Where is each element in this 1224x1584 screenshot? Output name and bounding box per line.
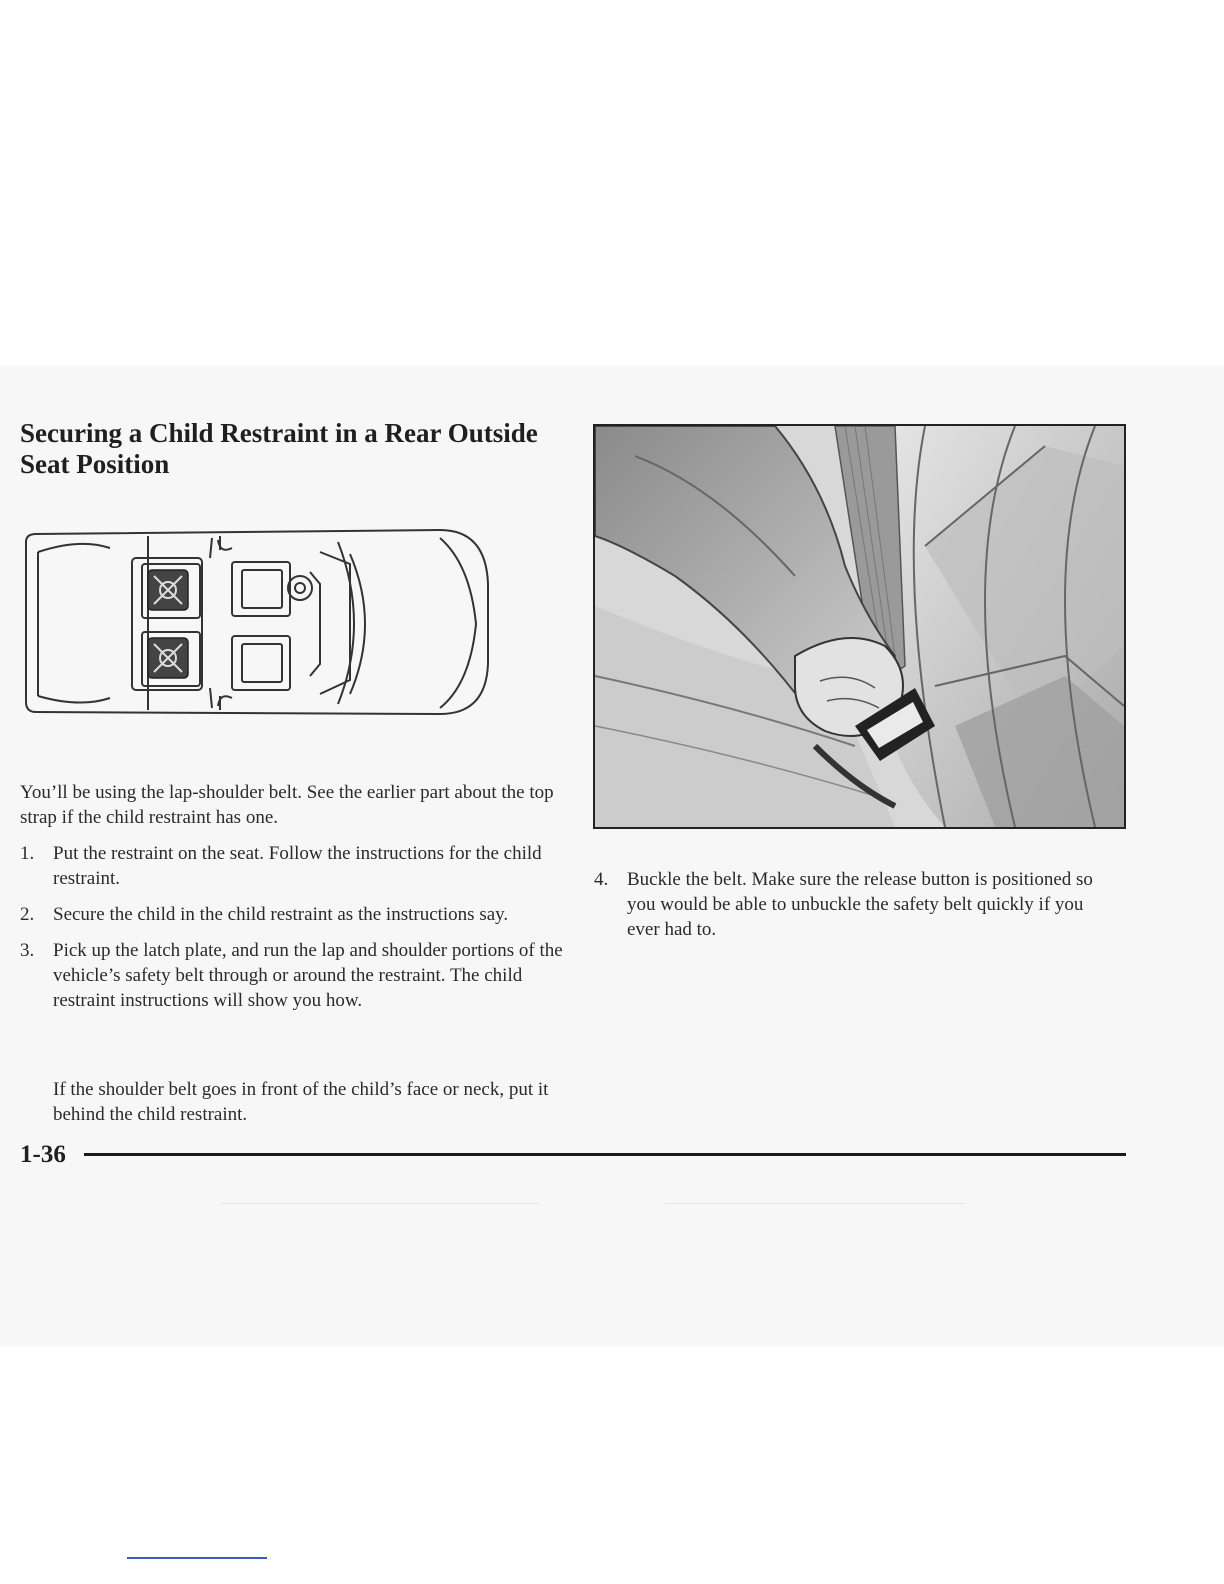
step-text: Secure the child in the child restraint as the instructions say. (53, 904, 509, 925)
step-number: 4. (594, 869, 609, 890)
step-item (594, 867, 1104, 942)
shoulder-belt-note: If the shoulder belt goes in front of the child’s face or neck, put it behind the child restraint. (53, 1079, 549, 1125)
intro-paragraph: You’ll be using the lap-shoulder belt. See the earlier part about the top strap if the child restraint has one. (20, 782, 554, 828)
steps-list-right (594, 867, 1104, 953)
vehicle-top-view-child-seats-icon (20, 524, 492, 720)
step-item (20, 902, 565, 927)
step-number: 1. (20, 843, 35, 864)
step-item (20, 938, 565, 1013)
step-text: Put the restraint on the seat. Follow the instructions for the child restraint. (53, 843, 542, 889)
step-number: 2. (20, 904, 35, 925)
step-text: Buckle the belt. Make sure the release button is positioned so you would be able to unbuckle the safety belt quickly if you ever had to. (627, 869, 1093, 940)
step-text: Pick up the latch plate, and run the lap and shoulder portions of the vehicle’s safety belt through or around the restraint. The child restraint instructions will show you how. (53, 940, 563, 1011)
page-number: 1-36 (20, 1141, 66, 1168)
faint-divider (220, 1203, 540, 1204)
faint-divider (665, 1203, 965, 1204)
steps-list-left (20, 841, 565, 1024)
buckling-safety-belt-illustration (593, 424, 1126, 829)
section-title: Securing a Child Restraint in a Rear Outside Seat Position (20, 418, 538, 479)
bottom-link-underline[interactable] (127, 1557, 267, 1559)
step-item (20, 841, 565, 891)
footer-rule (84, 1153, 1126, 1156)
step-number: 3. (20, 940, 35, 961)
